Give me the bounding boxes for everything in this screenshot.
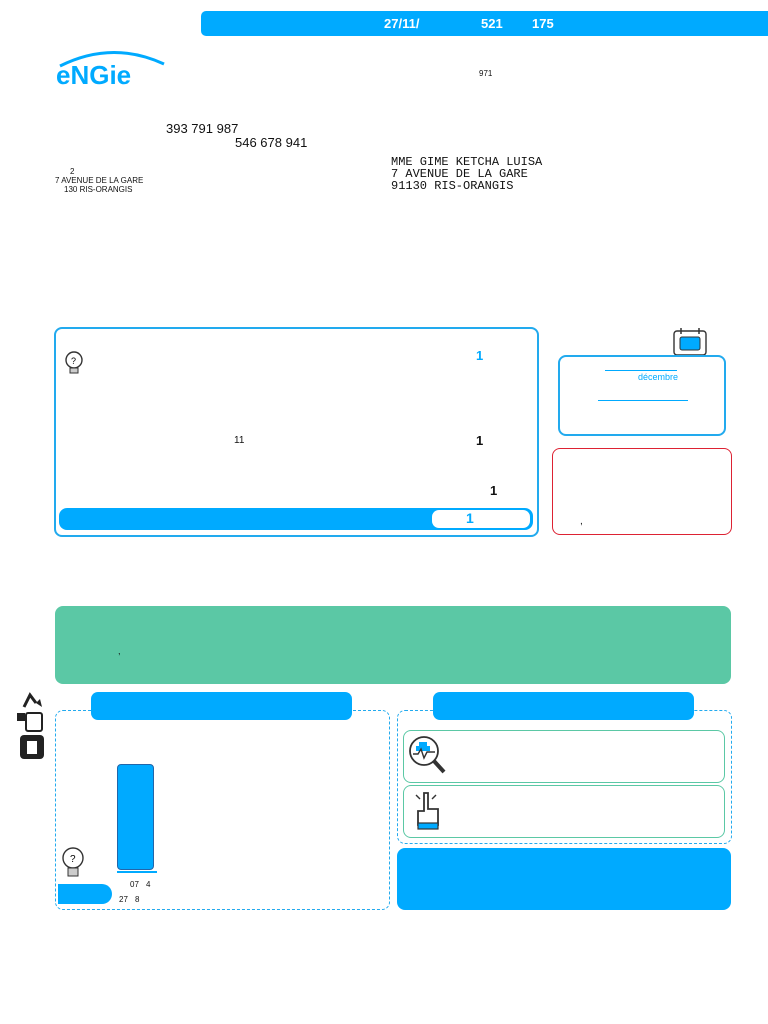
summary-row2-value: 1 [476, 433, 484, 448]
header-ref-a: 521 [481, 16, 503, 31]
svg-text:?: ? [71, 356, 77, 366]
calendar-line-1 [605, 370, 677, 371]
id-line-1: 393 791 987 [166, 121, 239, 136]
alert-text: , [580, 516, 583, 527]
tick-a: 07 [130, 880, 139, 889]
sender-line-2: 7 AVENUE DE LA GARE [55, 176, 144, 185]
summary-row2-label: 11 [234, 435, 245, 446]
header-date: 27/11/ [384, 16, 420, 31]
recycle-icon [18, 691, 44, 711]
tick-c: 27 [119, 895, 128, 904]
sender-line-1: 2 [70, 167, 75, 176]
id-line-2: 546 678 941 [235, 135, 308, 150]
calendar-line-2 [598, 400, 688, 401]
advice-tab [433, 692, 694, 720]
consumption-tag [58, 884, 112, 904]
consumption-tab [91, 692, 352, 720]
magnifier-chart-icon [407, 734, 447, 776]
lightbulb-icon [60, 846, 86, 880]
sender-line-3: 130 RIS-ORANGIS [64, 185, 133, 194]
consumption-bar [117, 764, 154, 870]
header-bar [201, 11, 768, 36]
green-banner-text: , [118, 646, 121, 656]
summary-row1-value: 1 [476, 348, 484, 363]
tick-b: 4 [146, 880, 151, 889]
pointing-hand-icon [410, 789, 444, 831]
consumption-axis [117, 871, 157, 873]
tick-d: 8 [135, 895, 140, 904]
header-code: 971 [479, 69, 493, 78]
advice-card-1 [403, 730, 725, 783]
calendar-box [558, 355, 726, 436]
total-value-box [432, 510, 530, 528]
paper-icon [16, 711, 44, 733]
calendar-month: décembre [638, 372, 679, 382]
svg-text:eNGie: eNGie [56, 60, 132, 90]
svg-text:?: ? [70, 854, 76, 865]
green-banner [55, 606, 731, 684]
bin-icon [20, 735, 44, 759]
recipient-street: 7 AVENUE DE LA GARE [391, 167, 528, 181]
summary-box [54, 327, 539, 537]
engie-logo [52, 46, 172, 90]
info-blue-block [397, 848, 731, 910]
total-value: 1 [466, 510, 474, 526]
header-ref-b: 175 [532, 16, 554, 31]
consumption-panel [55, 710, 390, 910]
lightbulb-icon [62, 350, 86, 376]
recipient-city: 91130 RIS-ORANGIS [391, 179, 514, 193]
alert-box [552, 448, 732, 535]
recipient-name: MME GIME KETCHA LUISA [391, 155, 543, 169]
advice-card-2 [403, 785, 725, 838]
summary-row3-value: 1 [490, 483, 498, 498]
calendar-icon [672, 327, 708, 357]
